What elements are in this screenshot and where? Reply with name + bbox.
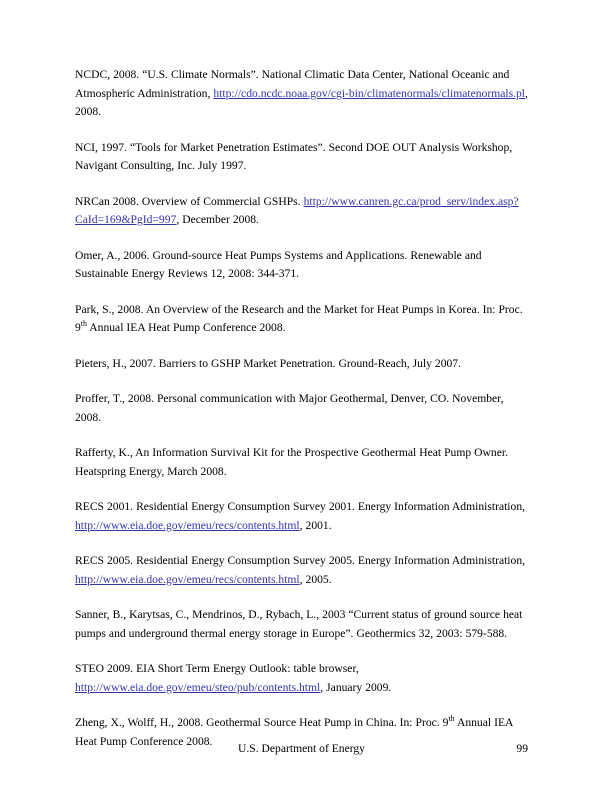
footer-title: U.S. Department of Energy [238,742,365,755]
reference-list [75,66,528,751]
reference-text-after: , December 2008. [176,213,259,226]
reference-text-after: , 2001. [299,518,332,532]
reference-text-before: Sanner, B., Karytsas, C., Mendrinos, D., Rybach, L., 2003 “Current status of ground source heat pumps and underground thermal energy storage in Europe”. Geothermics 32, 2003: 579-588. [75,608,523,640]
reference-entry-recs-2005 [75,552,528,589]
reference-entry-nrcan-2008 [75,193,528,230]
reference-text-before: NCI, 1997. “Tools for Market Penetration Estimates”. Second DOE OUT Analysis Workshop, Navigant Consulting, Inc. July 1997. [75,140,513,172]
reference-entry-proffer-2008 [75,390,528,427]
reference-text-after: , 2005. [299,572,332,586]
reference-text-before: Zheng, X., Wolff, H., 2008. Geothermal Source Heat Pump in China. In: Proc. 9 [75,716,449,729]
reference-text-before: Park, S., 2008. An Overview of the Research and the Market for Heat Pumps in Korea. In: Proc. 9 [75,302,523,334]
reference-entry-park-2008 [75,301,528,338]
reference-text-before: RECS 2001. Residential Energy Consumption Survey 2001. Energy Information Administration, [75,500,526,513]
reference-link[interactable]: http://www.eia.doe.gov/emeu/recs/contents.html [75,572,300,586]
reference-link[interactable]: http://cdo.ncdc.noaa.gov/cgi-bin/climatenormals/climatenormals.pl [213,86,526,100]
page-footer [75,740,528,758]
reference-link[interactable]: http://www.eia.doe.gov/emeu/recs/contents.html [75,518,300,532]
reference-entry-ncdc-2008 [75,66,528,122]
reference-text-before: STEO 2009. EIA Short Term Energy Outlook: table browser, [75,662,359,675]
reference-text-before: NRCan 2008. Overview of Commercial GSHPs. [75,194,304,208]
reference-text-before: Pieters, H., 2007. Barriers to GSHP Market Penetration. Ground-Reach, July 2007. [75,356,461,370]
reference-text-before: Proffer, T., 2008. Personal communication with Major Geothermal, Denver, CO. November, 2008. [75,392,504,424]
footer-page-number: 99 [516,742,528,755]
reference-entry-pieters-2007 [75,355,528,374]
reference-entry-omer-2006 [75,247,528,284]
reference-text-after: Annual IEA Heat Pump Conference 2008. [75,716,513,748]
reference-link[interactable]: http://www.canren.gc.ca/prod_serv/index.asp?CaId=169&PgId=997 [75,194,519,226]
ordinal-suffix: th [80,319,87,329]
reference-text-before: Rafferty, K., An Information Survival Kit for the Prospective Geothermal Heat Pump Owner. Heatspring Energy, March 2008. [75,446,508,478]
reference-text-after: , 2008. [75,86,528,118]
reference-text-after: Annual IEA Heat Pump Conference 2008. [86,321,286,334]
reference-entry-rafferty [75,444,528,481]
reference-entry-recs-2001 [75,498,528,535]
reference-text-before: NCDC, 2008. “U.S. Climate Normals”. National Climatic Data Center, National Oceanic and Atmospheric Administration, [75,68,510,100]
reference-entry-nci-1997 [75,139,528,176]
ordinal-suffix: th [448,714,455,724]
reference-link[interactable]: http://www.eia.doe.gov/emeu/steo/pub/contents.html [75,680,321,694]
reference-text-before: Omer, A., 2006. Ground-source Heat Pumps Systems and Applications. Renewable and Sustainable Energy Reviews 12, 2008: 344-371. [75,248,482,280]
reference-text-before: RECS 2005. Residential Energy Consumption Survey 2005. Energy Information Administration, [75,554,526,567]
reference-text-after: , January 2009. [320,680,392,694]
reference-entry-steo-2009 [75,660,528,697]
reference-entry-sanner-2003 [75,606,528,643]
